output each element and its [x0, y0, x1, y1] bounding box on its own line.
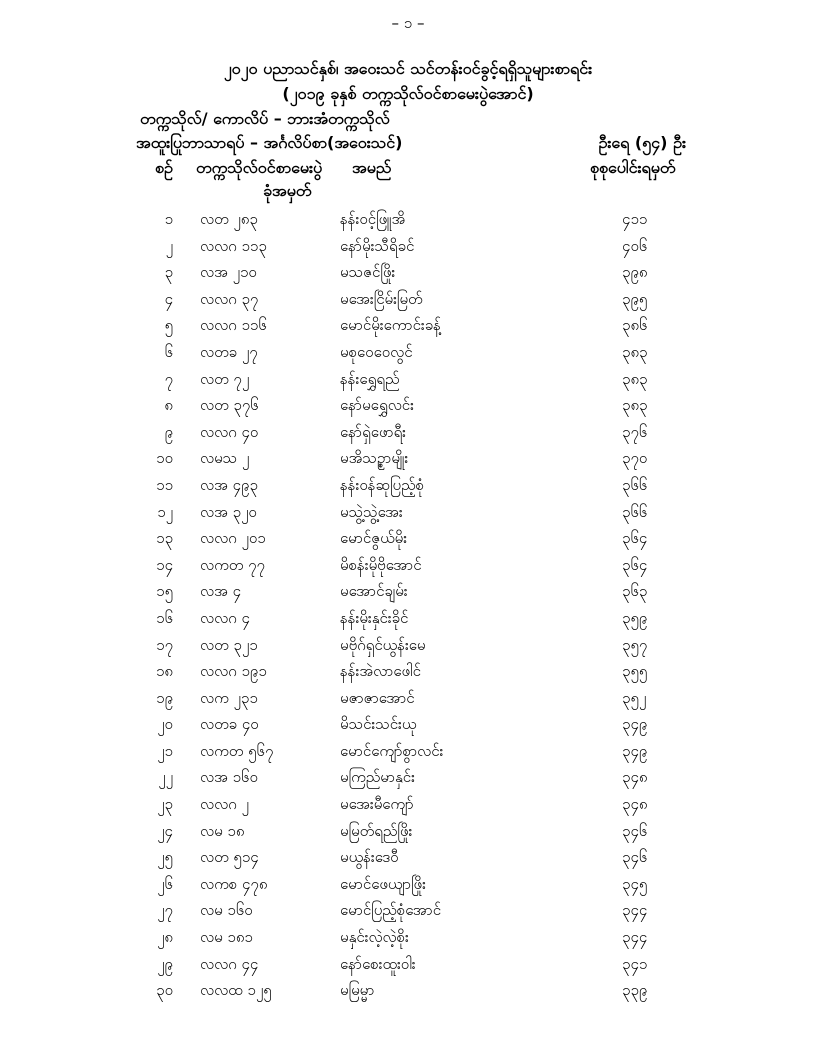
roll-number: လမ ၁၆၀	[200, 901, 253, 920]
roll-number: လလဂ ၁၉၁	[200, 662, 267, 681]
roll-number: လမသ ၂	[200, 449, 250, 468]
roll-number: လကတ ၇၇	[200, 555, 265, 574]
roll-number: လလဂ ၃၇	[200, 289, 259, 308]
row-number: ၃၀	[156, 981, 173, 1000]
row-number: ၁	[164, 210, 173, 228]
total-marks: ၃၄၉	[622, 741, 648, 760]
table-row	[0, 791, 816, 818]
student-name: မစုဝေဝေလွင်	[340, 342, 413, 361]
student-name: မိစန်းမိုဗိုအောင်	[340, 555, 422, 574]
row-number: ၂၆	[157, 874, 173, 893]
row-number: ၁၂	[157, 502, 173, 521]
roll-number: လမ ၁၈	[200, 821, 245, 840]
student-name: မအေးမီကျော်	[340, 795, 414, 814]
table-row	[0, 658, 816, 685]
row-number: ၉	[164, 422, 173, 441]
student-name: နန်းရွှေရည်	[340, 369, 400, 388]
roll-number: လတခ ၂၇	[200, 342, 258, 361]
total-marks: ၃၄၁	[622, 954, 648, 973]
roll-number: လကတ ၅၆၇	[200, 741, 274, 760]
row-number: ၂၈	[157, 928, 173, 947]
university-line: တက္ကသိုလ်/ ကောလိပ် – ဘားအံတက္ကသိုလ်	[140, 109, 390, 128]
row-number: ၁၃	[156, 529, 173, 548]
page-number: – ၁ –	[391, 14, 425, 32]
table-row	[0, 233, 816, 260]
total-marks: ၃၈၃	[622, 342, 648, 361]
row-number: ၁၁	[156, 475, 173, 494]
table-row	[0, 632, 816, 659]
specialization-line: အထူးပြုဘာသာရပ် – အင်္ဂလိပ်စာ(အဝေးသင်)	[136, 133, 403, 152]
total-marks: ၃၇၆	[622, 422, 648, 441]
student-name: မယွန်းဒေဝီ	[340, 848, 399, 867]
table-row	[0, 897, 816, 924]
student-name: မအောင်ချမ်း	[340, 582, 408, 601]
roll-number: လမ ၁၈၁	[200, 928, 253, 947]
student-name: မောင်ကျော်စွာလင်း	[340, 741, 444, 760]
student-name: မဗိုဂ်ရှင်ယွန်းမေ	[340, 635, 426, 654]
student-name: မဇာဇာအောင်	[340, 688, 415, 707]
total-marks: ၃၄၆	[622, 848, 648, 867]
student-name: နော်မိုးသီရိခင်	[340, 236, 415, 255]
table-row	[0, 871, 816, 898]
document-title: ၂၀၂၀ ပညာသင်နှစ်၊ အဝေးသင် သင်တန်းဝင်ခွင့်ရရှိသူများစာရင်း	[223, 59, 593, 78]
row-number: ၆	[164, 342, 173, 361]
total-marks: ၃၆၄	[622, 555, 648, 574]
student-name: မိသင်းသင်းယု	[340, 715, 417, 734]
row-number: ၂၄	[157, 821, 173, 840]
table-row	[0, 499, 816, 526]
student-name: နန်းဝန်ဆုပြည့်စုံ	[340, 475, 425, 494]
total-marks: ၃၄၆	[622, 821, 648, 840]
roll-number: လလဂ ၄၀	[200, 422, 259, 441]
table-row	[0, 711, 816, 738]
total-marks: ၃၉၅	[622, 289, 648, 308]
row-number: ၁၅	[156, 582, 173, 601]
table-row	[0, 206, 816, 233]
table-row	[0, 339, 816, 366]
roll-number: လလဂ ၂	[200, 795, 249, 814]
roll-number: လလဂ ၄၄	[200, 954, 259, 973]
student-name: မောင်ဖေယျာဖြိုး	[340, 874, 426, 893]
total-marks: ၃၄၄	[622, 928, 648, 947]
roll-number: လအ ၄၉၃	[200, 475, 258, 494]
row-number: ၁၈	[155, 662, 173, 681]
results-table	[0, 206, 816, 1004]
total-marks: ၃၄၄	[622, 901, 648, 920]
student-name: မောင်မိုးကောင်းခန့်	[340, 316, 441, 335]
total-marks: ၄၁၁	[622, 210, 648, 228]
roll-number: လလဂ ၂၀၁	[200, 529, 266, 548]
total-marks: ၃၄၈	[622, 795, 648, 814]
table-row	[0, 924, 816, 951]
roll-number: လတခ ၄၀	[200, 715, 259, 734]
total-marks: ၃၆၆	[622, 502, 648, 521]
table-row	[0, 844, 816, 871]
total-marks: ၃၆၃	[622, 582, 648, 601]
student-name: မအေးငြိမ်းမြတ်	[340, 289, 423, 308]
row-number: ၁၀	[156, 449, 173, 468]
table-row	[0, 525, 816, 552]
roll-number: လအ ၄	[200, 582, 242, 601]
table-row	[0, 818, 816, 845]
roll-number: လတ ၅၁၄	[200, 848, 259, 867]
column-header-no: စဉ်	[155, 158, 173, 177]
student-count: ဦးရေ (၅၄) ဦး	[598, 133, 686, 152]
total-marks: ၃၅၉	[622, 608, 648, 627]
student-name: နော်စေးထူးဝါး	[340, 954, 416, 973]
column-header-name: အမည်	[352, 158, 392, 177]
table-row	[0, 977, 816, 1004]
row-number: ၂၇	[157, 901, 173, 920]
table-row	[0, 312, 816, 339]
table-row	[0, 286, 816, 313]
total-marks: ၃၅၇	[622, 635, 648, 654]
row-number: ၁၇	[156, 635, 173, 654]
row-number: ၂၅	[157, 848, 173, 867]
row-number: ၂၁	[157, 741, 173, 760]
student-name: မမြတ်ရည်ဖြိုး	[340, 821, 413, 840]
student-name: မမြမ္မာ	[340, 981, 375, 1000]
total-marks: ၃၄၈	[622, 768, 648, 787]
roll-number: လက ၂၃၁	[200, 688, 258, 707]
roll-number: လလဂ ၁၁၆	[200, 316, 267, 335]
total-marks: ၃၄၅	[622, 874, 648, 893]
total-marks: ၃၇၀	[622, 449, 648, 468]
row-number: ၄	[164, 289, 173, 308]
total-marks: ၃၈၃	[622, 396, 648, 415]
table-row	[0, 552, 816, 579]
roll-number: လလဂ ၁၁၃	[200, 236, 267, 255]
table-row	[0, 685, 816, 712]
student-name: နန်းမိုးနှင်းခိုင်	[340, 608, 409, 627]
student-name: မောင်ပြည့်စုံအောင်	[340, 901, 442, 920]
row-number: ၅	[164, 316, 173, 335]
row-number: ၃	[164, 263, 173, 282]
table-row	[0, 472, 816, 499]
row-number: ၂	[165, 236, 173, 255]
table-row	[0, 445, 816, 472]
roll-number: လတ ၇၂	[200, 369, 250, 388]
row-number: ၁၆	[156, 608, 173, 627]
total-marks: ၃၆၆	[622, 475, 648, 494]
row-number: ၁၄	[156, 555, 173, 574]
table-row	[0, 605, 816, 632]
total-marks: ၃၅၂	[622, 688, 647, 707]
roll-number: လတ ၃၇၆	[200, 396, 259, 415]
student-name: မနှင်းလဲ့လဲ့စိုး	[340, 928, 409, 947]
row-number: ၂၀	[157, 715, 173, 734]
roll-number: လကစ ၄၇၈	[200, 874, 268, 893]
total-marks: ၄၀၆	[622, 236, 648, 255]
total-marks: ၃၈၆	[622, 316, 648, 335]
total-marks: ၃၆၄	[622, 529, 648, 548]
roll-number: လအ ၂၁၀	[200, 263, 257, 282]
student-name: မကြည်မာနှင်း	[340, 768, 415, 787]
table-row	[0, 578, 816, 605]
total-marks: ၃၈၃	[622, 369, 648, 388]
roll-number: လတ ၃၂၁	[200, 635, 258, 654]
table-row	[0, 738, 816, 765]
table-row	[0, 419, 816, 446]
row-number: ၇	[164, 369, 173, 388]
column-header-roll-2: ခုံအမှတ်	[263, 181, 312, 200]
roll-number: လလဂ ၄	[200, 608, 250, 627]
table-row	[0, 764, 816, 791]
row-number: ၂၂	[158, 768, 173, 787]
student-name: မောင်ဇွယ်မိုး	[340, 529, 408, 548]
row-number: ၂၉	[157, 954, 173, 973]
total-marks: ၃၃၉	[622, 981, 648, 1000]
roll-number: လလထ ၁၂၅	[200, 981, 272, 1000]
student-name: နန်းအဲလာဖေါင်	[340, 662, 421, 681]
table-row	[0, 392, 816, 419]
row-number: ၁၉	[156, 688, 173, 707]
row-number: ၈	[164, 396, 173, 415]
student-name: မသဇင်ဖြိုး	[340, 263, 396, 282]
student-name: နော်ရှဲဖောရီး	[340, 422, 406, 441]
student-name: မသွဲ့သွဲ့အေး	[340, 502, 403, 521]
column-header-roll: တက္ကသိုလ်ဝင်စာမေးပွဲ	[196, 158, 323, 177]
table-row	[0, 366, 816, 393]
roll-number: လအ ၃၂၀	[200, 502, 257, 521]
document-subtitle: (၂၀၁၉ ခုနှစ် တက္ကသိုလ်ဝင်စာမေးပွဲအောင်)	[282, 84, 534, 103]
student-name: မအိသဥ္စာမျိုး	[340, 449, 409, 468]
total-marks: ၃၄၉	[622, 715, 648, 734]
roll-number: လတ ၂၈၃	[200, 210, 258, 228]
table-row	[0, 259, 816, 286]
student-name: နော်မရွှေလင်း	[340, 396, 414, 415]
column-header-marks: စုစုပေါင်းရမှတ်	[590, 158, 676, 177]
student-name: နန်းဝင့်ဖြူအိ	[340, 210, 406, 228]
table-row	[0, 951, 816, 978]
row-number: ၂၃	[157, 795, 173, 814]
total-marks: ၃၅၅	[622, 662, 648, 681]
total-marks: ၃၉၈	[622, 263, 648, 282]
roll-number: လအ ၁၆၀	[200, 768, 258, 787]
